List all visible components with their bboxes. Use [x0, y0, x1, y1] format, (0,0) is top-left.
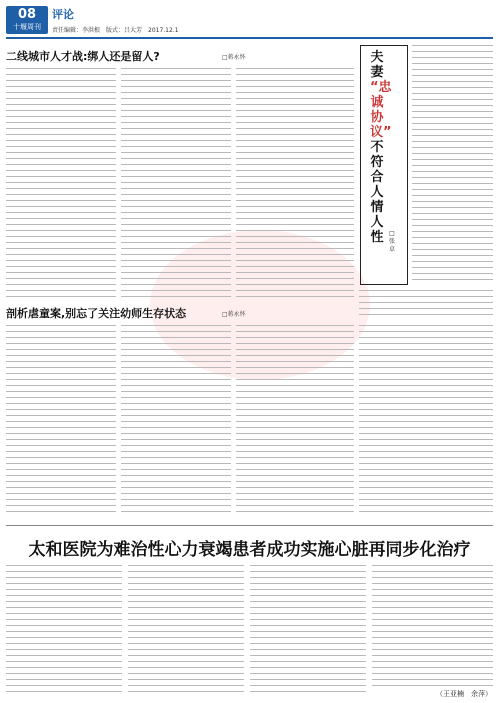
- article2-column-3: [236, 325, 354, 513]
- article3-title-part2: “忠诚协议”: [370, 80, 392, 140]
- article3-title-part1: 夫妻: [370, 50, 384, 80]
- article3-author: □张卓: [388, 230, 395, 253]
- article2-title: 剖析虐童案,别忘了关注幼师生存状态: [6, 307, 187, 320]
- article1-author: □蒋永怀: [222, 54, 246, 61]
- page-title: 评论: [52, 8, 74, 21]
- article3-title-part3: 不符合人情人性: [370, 140, 384, 245]
- feature-signature: （王亚楠 余萍）: [436, 690, 492, 698]
- article1-column-2: [121, 68, 231, 298]
- page-header: [52, 6, 179, 34]
- article1-title: 二线城市人才战:绑人还是留人?: [6, 50, 160, 63]
- article3-column-1: [412, 45, 493, 283]
- page-meta: 责任编辑：李洪根 版式：吕大芳 2017.12.1: [52, 27, 179, 34]
- header-rule: [6, 37, 493, 39]
- article1-column-1: [6, 68, 116, 298]
- feature-column-2: [128, 565, 244, 697]
- article2-column-1: [6, 325, 116, 513]
- section-name: 十堰周刊: [13, 23, 41, 31]
- article3-column-2: [359, 290, 493, 320]
- article2-column-4: [359, 325, 493, 513]
- feature-divider: [6, 525, 493, 526]
- feature-column-4: [372, 565, 493, 687]
- feature-title: 太和医院为难治性心力衰竭患者成功实施心脏再同步化治疗: [28, 540, 471, 560]
- feature-column-3: [250, 565, 366, 697]
- article2-author: □蒋永怀: [222, 311, 246, 318]
- feature-column-1: [6, 565, 122, 697]
- section-number: 08: [17, 7, 37, 22]
- article3-title: [370, 50, 392, 245]
- article2-column-2: [121, 325, 231, 513]
- article1-column-3: [236, 68, 354, 298]
- section-badge: [6, 6, 48, 34]
